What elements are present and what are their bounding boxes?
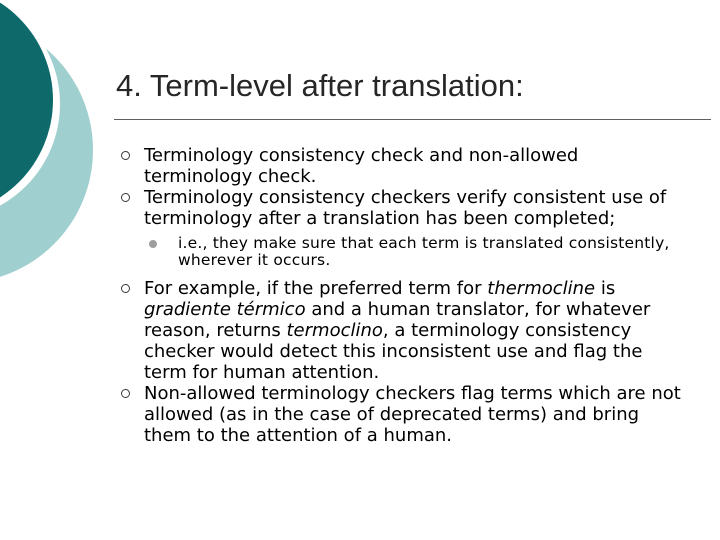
slide-title: 4. Term-level after translation: — [116, 68, 524, 103]
hollow-circle-bullet-icon — [121, 284, 130, 293]
bullet-text-part: and a human translator, for whatever reason, returns — [144, 299, 651, 341]
bullet-text: Non-allowed terminology checkers flag terms which are not allowed (as in the case of deprecated terms) and bring them to the attention of a human. — [144, 383, 681, 446]
decorative-circles — [0, 0, 110, 300]
bullet-text: Terminology consistency check and non-allowed terminology check. — [144, 145, 579, 187]
bullet-text: Terminology consistency checkers verify consistent use of terminology after a translation has been completed; — [144, 187, 667, 229]
sub-bullet-text: i.e., they make sure that each term is translated consistently, wherever it occurs. — [178, 234, 670, 269]
hollow-circle-bullet-icon — [121, 151, 130, 160]
italic-term: gradiente térmico — [144, 299, 306, 320]
title-divider — [114, 119, 711, 120]
italic-term: termoclino — [286, 320, 383, 341]
italic-term: thermocline — [487, 278, 596, 299]
bullet-text-part: For example, if the preferred term for — [144, 278, 488, 299]
bullet-item — [118, 278, 688, 383]
bullet-item — [118, 383, 688, 446]
bullet-text-part: , a terminology consistency checker would detect this inconsistent use and flag the term for human attention. — [144, 320, 643, 383]
sub-bullet-item — [148, 235, 688, 269]
bullet-text-part: is — [595, 278, 616, 299]
hollow-circle-bullet-icon — [121, 193, 130, 202]
filled-circle-bullet-icon — [149, 240, 157, 248]
bullet-list — [118, 145, 688, 446]
hollow-circle-bullet-icon — [121, 389, 130, 398]
bullet-item — [118, 187, 688, 229]
bullet-item — [118, 145, 688, 187]
